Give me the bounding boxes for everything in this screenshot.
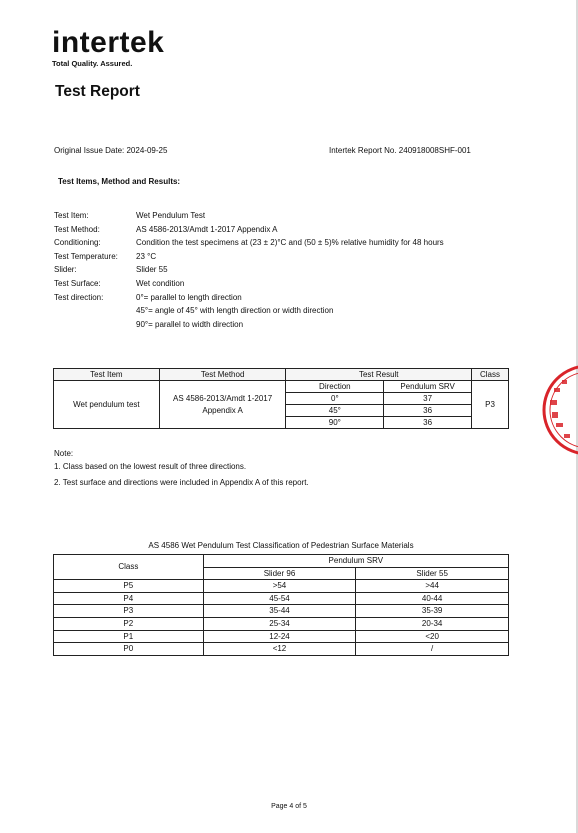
header-test-item: Test Item	[54, 369, 160, 381]
cell-class: P2	[54, 617, 204, 630]
cell-class: P3	[472, 381, 509, 429]
field-value: 45°= angle of 45° with length direction or width direction	[136, 306, 334, 316]
field-value: AS 4586-2013/Amdt 1-2017 Appendix A	[136, 224, 278, 234]
field-row	[54, 277, 444, 291]
field-value: Slider 55	[136, 265, 168, 275]
cell-class: P1	[54, 630, 204, 643]
cell-test-item: Wet pendulum test	[54, 381, 160, 429]
cell-class: P0	[54, 643, 204, 656]
field-row	[54, 263, 444, 277]
field-value: Wet Pendulum Test	[136, 211, 206, 220]
cell-slider-55: /	[356, 643, 509, 656]
table-row	[54, 617, 509, 630]
test-result-table	[53, 368, 509, 429]
note-1: 1. Class based on the lowest result of three directions.	[54, 462, 247, 471]
header-class: Class	[472, 369, 509, 381]
field-value: 23 °C	[136, 251, 157, 261]
field-key	[54, 304, 136, 318]
cell-slider-96: 25-34	[203, 617, 356, 630]
issue-date: Original Issue Date: 2024-09-25	[54, 146, 168, 155]
cell-class: P5	[54, 580, 204, 593]
cell-srv: 36	[384, 405, 472, 417]
cell-direction: 45°	[286, 405, 384, 417]
table-row	[54, 630, 509, 643]
field-row	[54, 223, 444, 237]
cell-srv: 37	[384, 393, 472, 405]
header-class: Class	[54, 555, 204, 580]
field-key: Test direction:	[54, 292, 104, 302]
field-key: Test Surface:	[54, 278, 101, 288]
table-row	[54, 643, 509, 656]
header-pendulum-srv: Pendulum SRV	[203, 555, 508, 568]
field-key: Conditioning:	[54, 238, 101, 248]
cell-test-method: AS 4586-2013/Amdt 1-2017 Appendix A	[159, 381, 286, 429]
field-key	[54, 318, 136, 332]
cell-slider-96: >54	[203, 580, 356, 593]
classification-table	[53, 554, 509, 656]
table-row	[54, 580, 509, 593]
cell-slider-55: 40-44	[356, 592, 509, 605]
field-key: Test Item:	[54, 211, 89, 220]
intertek-logo	[52, 28, 164, 68]
field-row	[54, 318, 444, 332]
note-title: Note:	[54, 449, 74, 458]
field-value: Wet condition	[136, 278, 185, 288]
header-slider-55: Slider 55	[356, 567, 509, 580]
header-test-result: Test Result	[286, 369, 472, 381]
cell-slider-55: <20	[356, 630, 509, 643]
field-key: Test Method:	[54, 224, 100, 234]
header-pendulum-srv: Pendulum SRV	[384, 381, 472, 393]
field-value: 0°= parallel to length direction	[136, 292, 242, 302]
header-direction: Direction	[286, 381, 384, 393]
cell-class: P3	[54, 605, 204, 618]
table-row	[54, 592, 509, 605]
cell-slider-96: <12	[203, 643, 356, 656]
cell-direction: 90°	[286, 417, 384, 429]
page-footer: Page 4 of 5	[271, 803, 307, 810]
field-key: Slider:	[54, 265, 77, 275]
cell-slider-96: 12-24	[203, 630, 356, 643]
header-test-method: Test Method	[159, 369, 286, 381]
test-details	[54, 209, 444, 331]
cell-srv: 36	[384, 417, 472, 429]
classification-caption: AS 4586 Wet Pendulum Test Classification of Pedestrian Surface Materials	[148, 541, 414, 550]
cell-direction: 0°	[286, 393, 384, 405]
notes	[54, 448, 309, 490]
field-row	[54, 250, 444, 264]
section-title: Test Items, Method and Results:	[58, 177, 181, 186]
field-row	[54, 304, 444, 318]
company-seal-icon	[540, 360, 578, 460]
report-title: Test Report	[55, 83, 140, 100]
field-key: Test Temperature:	[54, 251, 118, 261]
header-slider-96: Slider 96	[203, 567, 356, 580]
cell-slider-55: >44	[356, 580, 509, 593]
logo-tagline: Total Quality. Assured.	[52, 59, 133, 68]
field-value: 90°= parallel to width direction	[136, 319, 244, 329]
field-row	[54, 291, 444, 305]
note-2: 2. Test surface and directions were included in Appendix A of this report.	[54, 477, 309, 487]
cell-slider-55: 20-34	[356, 617, 509, 630]
cell-class: P4	[54, 592, 204, 605]
cell-slider-96: 35-44	[203, 605, 356, 618]
field-row	[54, 209, 444, 223]
table-row	[54, 605, 509, 618]
field-value: Condition the test specimens at (23 ± 2)°C and (50 ± 5)% relative humidity for 48 hours	[136, 238, 444, 248]
logo-wordmark: intertek	[52, 26, 165, 59]
cell-slider-96: 45-54	[203, 592, 356, 605]
field-row	[54, 236, 444, 250]
report-number: Intertek Report No. 240918008SHF-001	[329, 146, 471, 155]
cell-slider-55: 35-39	[356, 605, 509, 618]
